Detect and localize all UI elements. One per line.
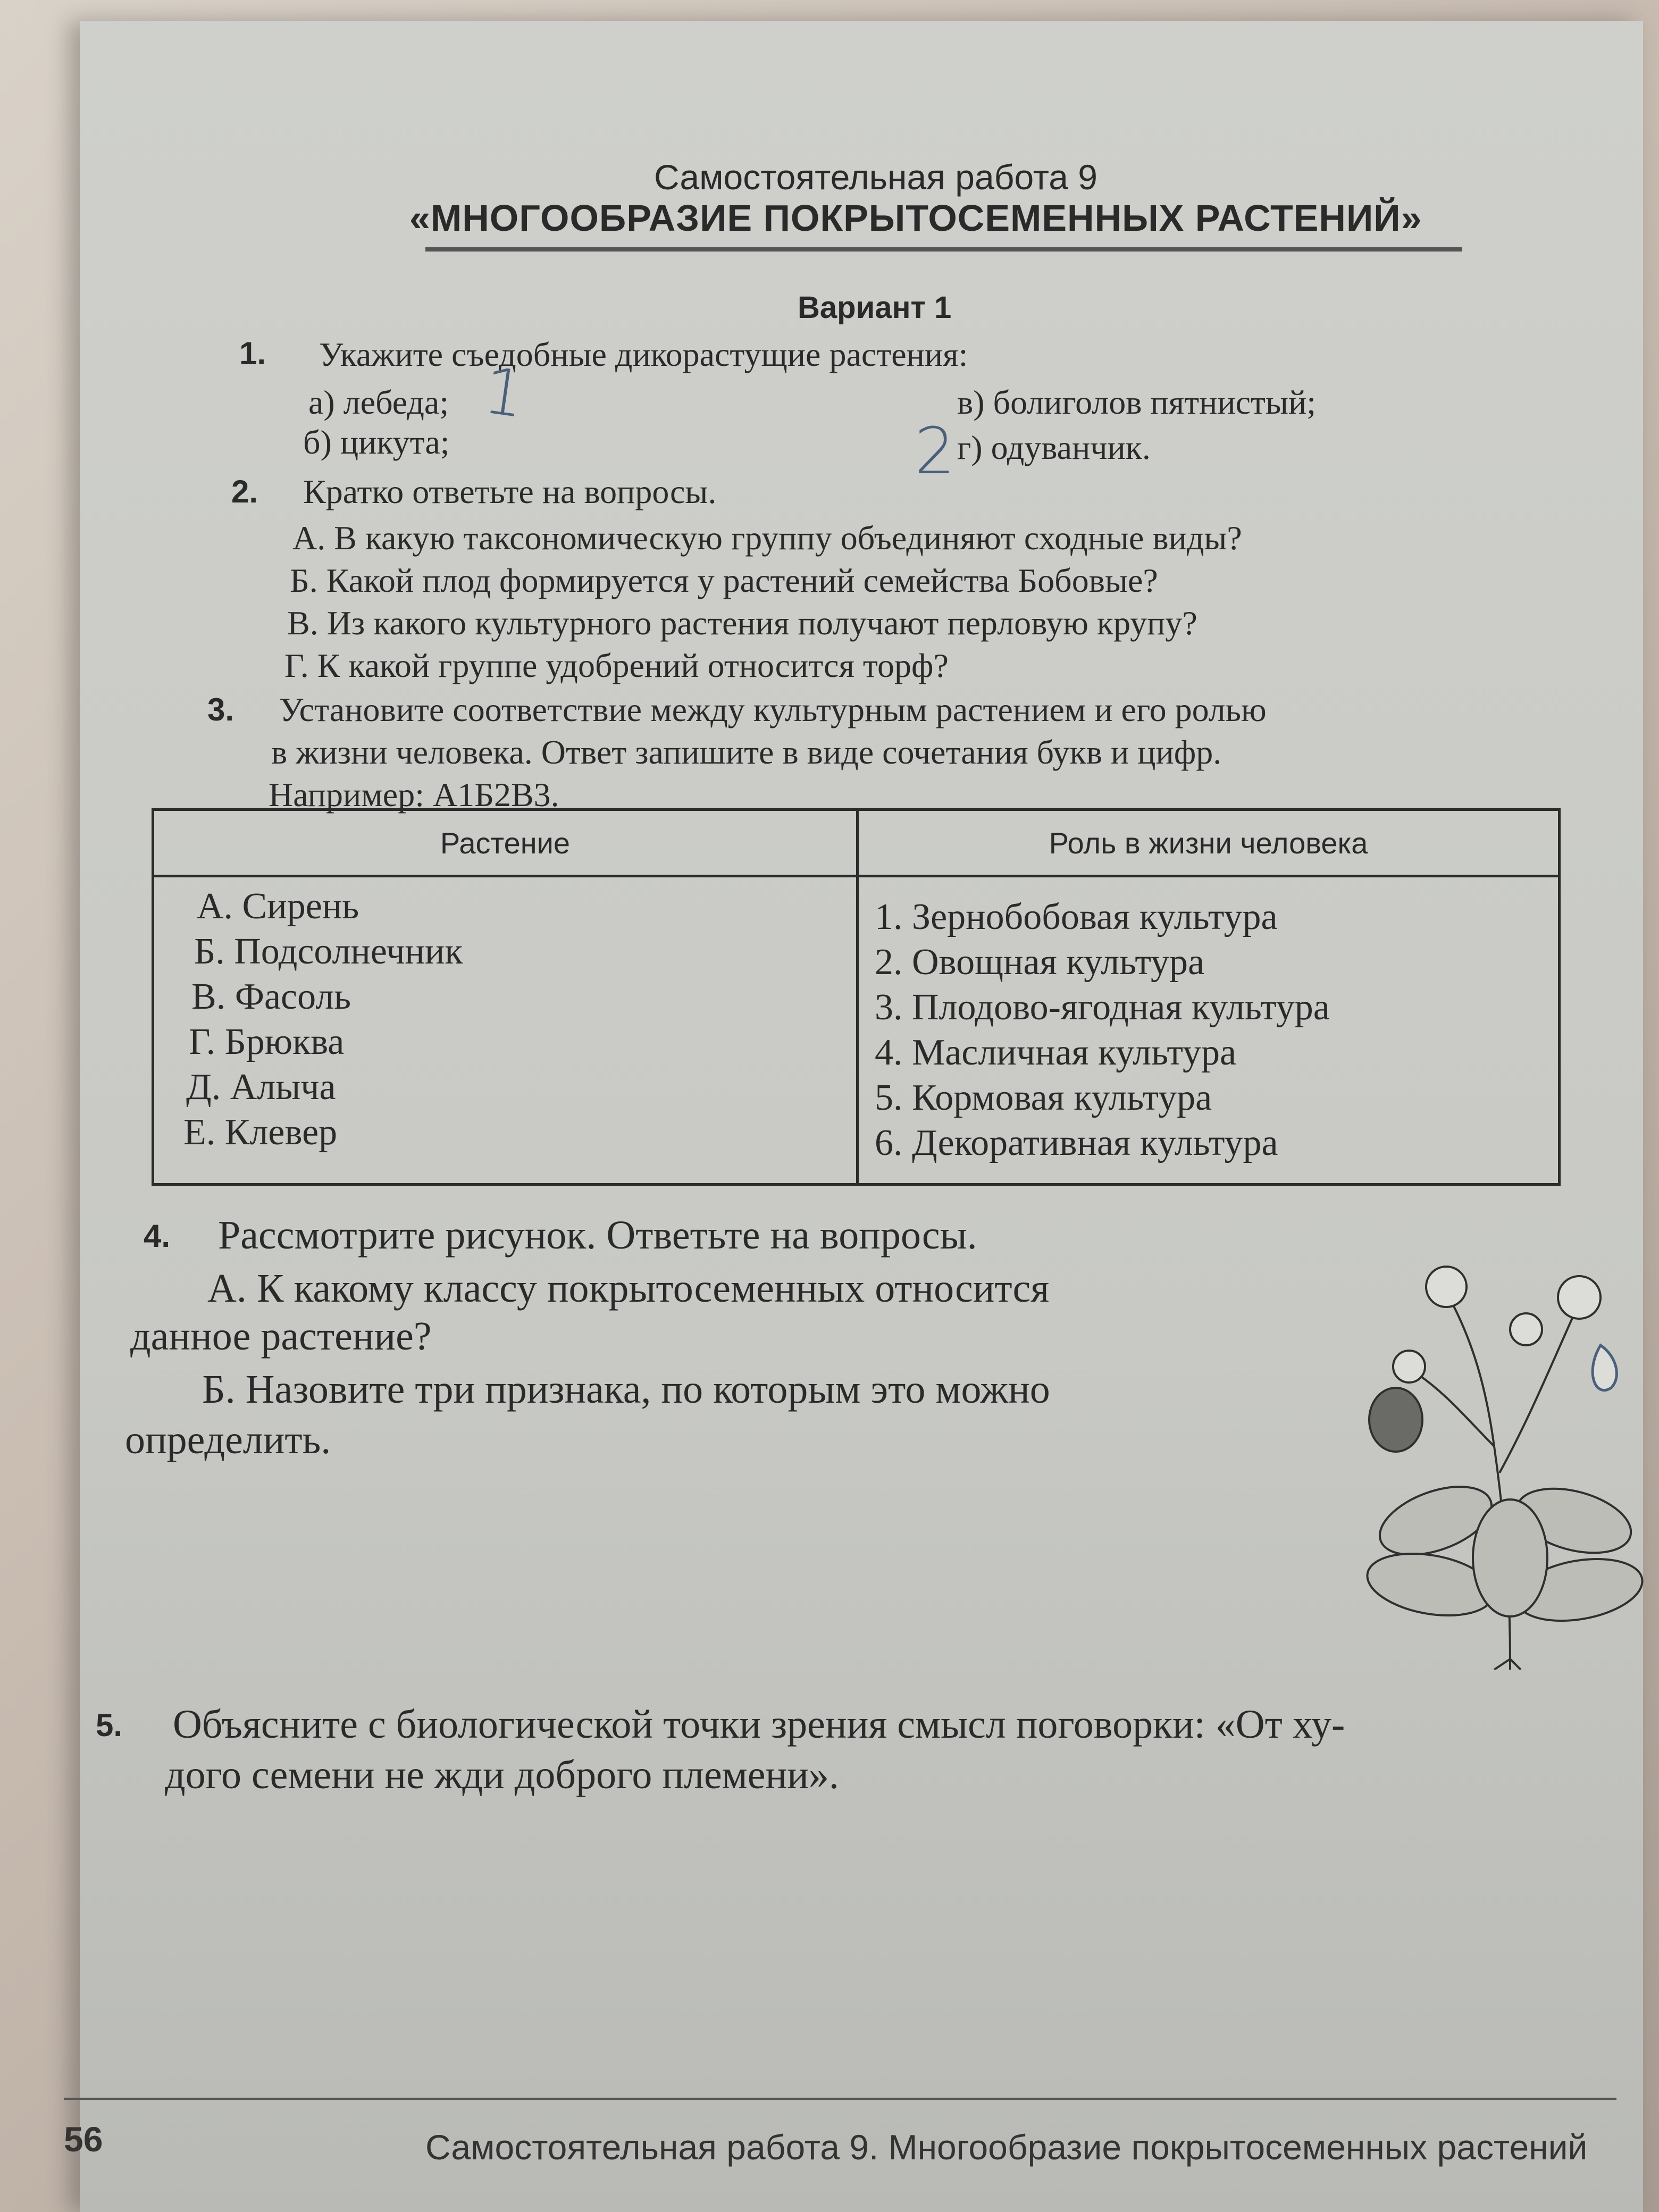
plant-v: В. Фасоль: [191, 976, 351, 1017]
q4-line-5: определить.: [125, 1418, 331, 1462]
handwritten-mark: [1593, 1345, 1616, 1390]
q2-item-b: Б. Какой плод формируется у растений семейства Бобовые?: [290, 562, 1158, 599]
q2-item-g: Г. К какой группе удобрений относится торф?: [284, 647, 949, 684]
q2-text: Кратко ответьте на вопросы.: [303, 473, 717, 510]
plant-roots: [1494, 1659, 1521, 1670]
q1-number: 1.: [239, 336, 266, 371]
worksheet-subtitle: «МНОГООБРАЗИЕ ПОКРЫТОСЕМЕННЫХ РАСТЕНИЙ»: [409, 197, 1422, 239]
q5-line-1: Объясните с биологической точки зрения смысл поговорки: «От ху-: [173, 1702, 1345, 1747]
leaf-5: [1473, 1499, 1547, 1616]
role-2: 2. Овощная культура: [875, 942, 1205, 983]
q3-line-2: в жизни человека. Ответ запишите в виде сочетания букв и цифр.: [271, 733, 1222, 771]
book-page: [64, 21, 1643, 2212]
plant-a: А. Сирень: [197, 886, 359, 927]
role-5: 5. Кормовая культура: [875, 1077, 1212, 1118]
variant-label: Вариант 1: [798, 290, 952, 325]
q2-item-a: А. В какую таксономическую группу объединяют сходные виды?: [292, 519, 1242, 557]
table-header-role: Роль в жизни человека: [1049, 826, 1368, 860]
q1-option-a: а) лебеда;: [308, 383, 449, 421]
q2-number: 2.: [231, 474, 258, 509]
strawberry-plant-illustration: [1351, 1244, 1648, 1670]
handwritten-answer-2: 2: [915, 415, 956, 489]
plant-b: Б. Подсолнечник: [194, 931, 463, 972]
flower-3: [1510, 1313, 1542, 1345]
role-4: 4. Масличная культура: [875, 1032, 1237, 1073]
q4-line-3: данное растение?: [130, 1314, 432, 1359]
q5-number: 5.: [96, 1707, 123, 1743]
q1-option-v: в) болиголов пятнистый;: [957, 383, 1316, 421]
q4-number: 4.: [144, 1218, 171, 1254]
q3-line-1: Установите соответствие между культурным растением и его ролью: [279, 691, 1267, 728]
role-1: 1. Зернобобовая культура: [875, 896, 1278, 937]
plant-g: Г. Брюква: [189, 1021, 345, 1062]
table-header-divider: [154, 875, 1558, 877]
footer-rule: [64, 2098, 1616, 2100]
q2-item-v: В. Из какого культурного растения получают перловую крупу?: [287, 604, 1197, 642]
worksheet-title: Самостоятельная работа 9: [654, 157, 1097, 197]
q1-option-g: г) одуванчик.: [957, 429, 1151, 466]
flower-1: [1426, 1267, 1467, 1307]
running-title: Самостоятельная работа 9. Многообразие покрытосеменных растений: [425, 2127, 1588, 2167]
q1-text: Укажите съедобные дикорастущие растения:: [319, 336, 968, 373]
table-header-plant: Растение: [440, 826, 571, 860]
title-rule: [425, 247, 1462, 252]
table-column-divider: [856, 811, 859, 1183]
q4-line-1: Рассмотрите рисунок. Ответьте на вопросы.: [218, 1213, 977, 1258]
matching-table: [152, 808, 1561, 1186]
q4-line-2: А. К какому классу покрытосеменных относится: [207, 1266, 1050, 1311]
q3-line-3: Например: А1Б2В3.: [269, 776, 559, 814]
flower-2: [1558, 1276, 1601, 1319]
strawberry-fruit: [1369, 1388, 1422, 1452]
role-6: 6. Декоративная культура: [875, 1122, 1278, 1163]
handwritten-answer-1: 1: [479, 354, 530, 433]
q3-number: 3.: [207, 692, 234, 727]
flower-bud: [1393, 1351, 1425, 1382]
plant-e: Е. Клевер: [183, 1112, 338, 1153]
plant-d: Д. Алыча: [186, 1067, 336, 1108]
q5-line-2: дого семени не жди доброго племени».: [165, 1753, 839, 1797]
page-number: 56: [64, 2119, 103, 2159]
q4-line-4: Б. Назовите три признака, по которым это можно: [202, 1367, 1050, 1412]
role-3: 3. Плодово-ягодная культура: [875, 987, 1330, 1028]
q1-option-b: б) цикута;: [303, 423, 450, 461]
